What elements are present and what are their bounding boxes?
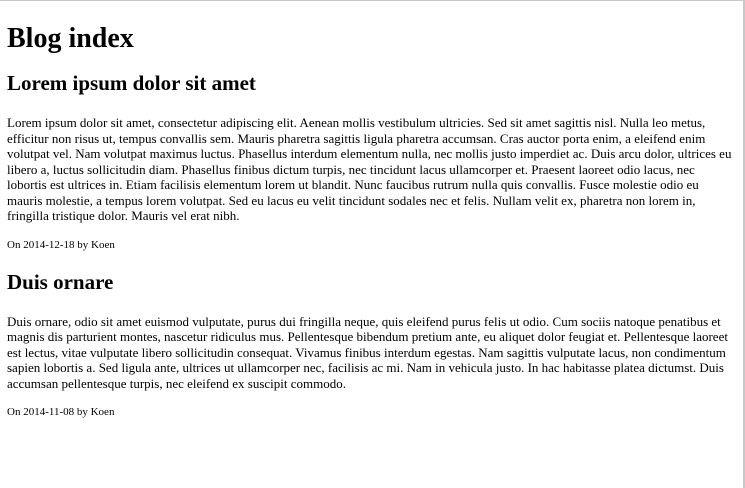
page-title: Blog index xyxy=(7,23,134,54)
post-meta: On 2014-12-18 by Koen xyxy=(7,238,115,251)
post-meta: On 2014-11-08 by Koen xyxy=(7,406,115,418)
blog-post xyxy=(7,269,735,420)
blog-post xyxy=(7,70,735,252)
post-body: Lorem ipsum dolor sit amet, consectetur adipiscing elit. Aenean mollis vestibulum ultricies. Sed sit amet sagittis nisl. Nulla leo metus, efficitur non risus ut, tempus convallis sem. Mauris pharetra sagittis ligula pharetra accumsan. Cras auctor porta enim, a eleifend enim volutpat vel. Nam volutpat maximus luctus. Phasellus interdum elementum nulla, nec mollis justo imperdiet ac. Duis arcu dolor, ultrices eu libero a, luctus sollicitudin diam. Phasellus finibus dictum turpis, nec tincidunt lacus ullamcorper et. Praesent laoreet odio lacus, nec lobortis est ultrices in. Etiam facilisis elementum lorem ut blandit. Nunc faucibus rutrum nulla quis convallis. Fusce molestie odio eu mauris molestie, a tempus lorem volutpat. Sed eu lacus eu velit tincidunt sodales nec et felis. Nullam velit ex, pharetra non lorem in, fringilla tristique dolor. Mauris vel erat nibh. xyxy=(7,115,732,223)
window-edge xyxy=(743,1,744,488)
post-title: Lorem ipsum dolor sit amet xyxy=(7,71,256,95)
post-body: Duis ornare, odio sit amet euismod vulputate, purus dui fringilla neque, quis eleifend purus felis ut odio. Cum sociis natoque penatibus et magnis dis parturient montes, nascetur ridiculus mus. Pellentesque bibendum pretium ante, eu aliquet dolor feugiat et. Pellentesque laoreet est lectus, vitae vulputate libero sollicitudin consequat. Vivamus finibus interdum egestas. Nam sagittis vulputate lacus, non condimentum sapien lobortis a. Sed ligula ante, ultrices ut ullamcorper nec, facilisis ac mi. Nam in vehicula justo. In hac habitasse platea dictumst. Duis accumsan pellentesque turpis, nec eleifend ex suscipit commodo. xyxy=(7,313,728,391)
post-title: Duis ornare xyxy=(7,269,114,294)
blog-page xyxy=(7,1,735,419)
